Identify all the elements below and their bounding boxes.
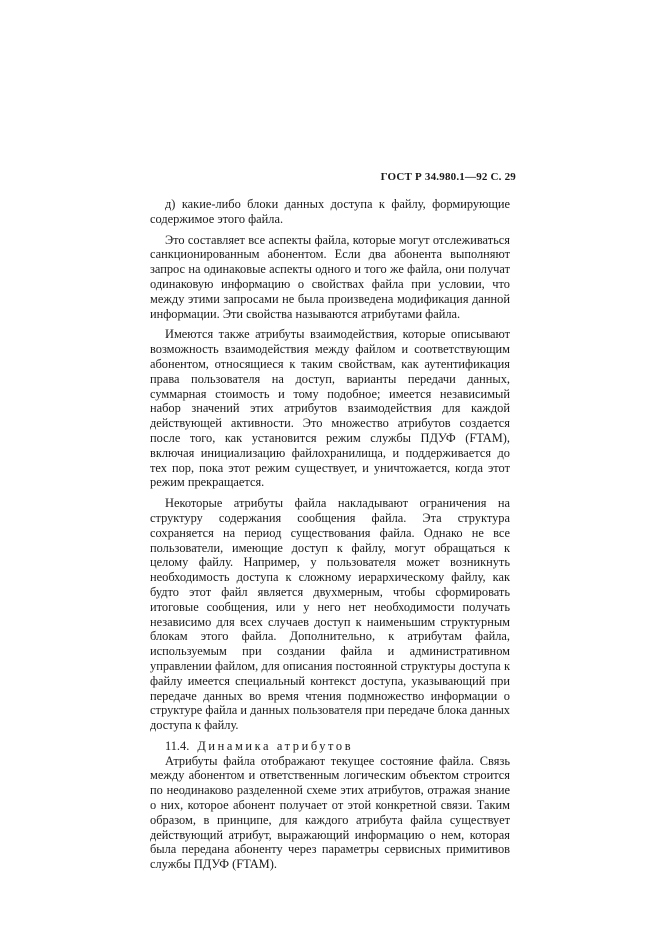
page-header: ГОСТ Р 34.980.1—92 С. 29 [380, 171, 516, 183]
document-body [150, 197, 510, 878]
paragraph-attribute-dynamics: Атрибуты файла отображают текущее состояние файла. Связь между абонентом и ответственным логическим объектом строится по неодинаково разделенной схеме этих атрибутов, отражая знание о них, которое абонент получает от этой конкретной связи. Таким образом, в принципе, для каждого атрибута файла существует действующий атрибут, выражающий информацию о нем, которая была передана абоненту через параметры сервисных примитивов службы ПДУФ (FTAM). [150, 753, 510, 872]
section-title: Динамика атрибутов [197, 738, 354, 753]
paragraph-file-attributes: Это составляет все аспекты файла, которые могут отслеживаться санкционированным абонентом. Если два абонента выполняют запрос на одинаковые аспекты одного и того же файла, они получат одинаковую информацию о свойствах файла при условии, что между этими запросами не была произведена модификация данной информации. Эти свойства называются атрибутами файла. [150, 232, 510, 321]
paragraph-interaction-attributes: Имеются также атрибуты взаимодействия, которые описывают возможность взаимодействия между файлом и соответствующим абонентом, относящиеся к таким свойствам, как аутентификация права пользователя на доступ, варианты передачи данных, суммарная стоимость и тому подобное; имеется независимый набор значений этих атрибутов взаимодействия для каждой действующей активности. Это множество атрибутов создается после того, как установится режим службы ПДУФ (FTAM), включая инициализацию файлохранилища, и поддерживается до тех пор, пока этот режим существует, и уничтожается, когда этот режим прекращается. [150, 327, 510, 490]
paragraph-item-d: д) какие-либо блоки данных доступа к файлу, формирующие содержимое этого файла. [150, 197, 510, 226]
paragraph-access-context: Некоторые атрибуты файла накладывают ограничения на структуру содержания сообщения файла. Эта структура сохраняется на период существования файла. Однако не все пользователи, имеющие доступ к файлу, могут обращаться к целому файлу. Например, у пользователя может возникнуть необходимость доступа к сложному иерархическому файлу, как будто этот файл является двухмерным, чтобы сформировать итоговые сообщения, или у него нет необходимости получать независимо для всех случаев доступ к наименьшим структурным блокам этого файла. Дополнительно, к атрибутам файла, используемым при создании файла и административном управлении файлом, для описания постоянной структуры доступа к файлу имеется специальный контекст доступа, указывающий при передаче данных во время чтения подмножество информации о структуре файла и данных пользователя при передаче блока данных доступа к файлу. [150, 496, 510, 733]
section-heading [150, 739, 510, 754]
section-number: 11.4. [165, 738, 190, 753]
